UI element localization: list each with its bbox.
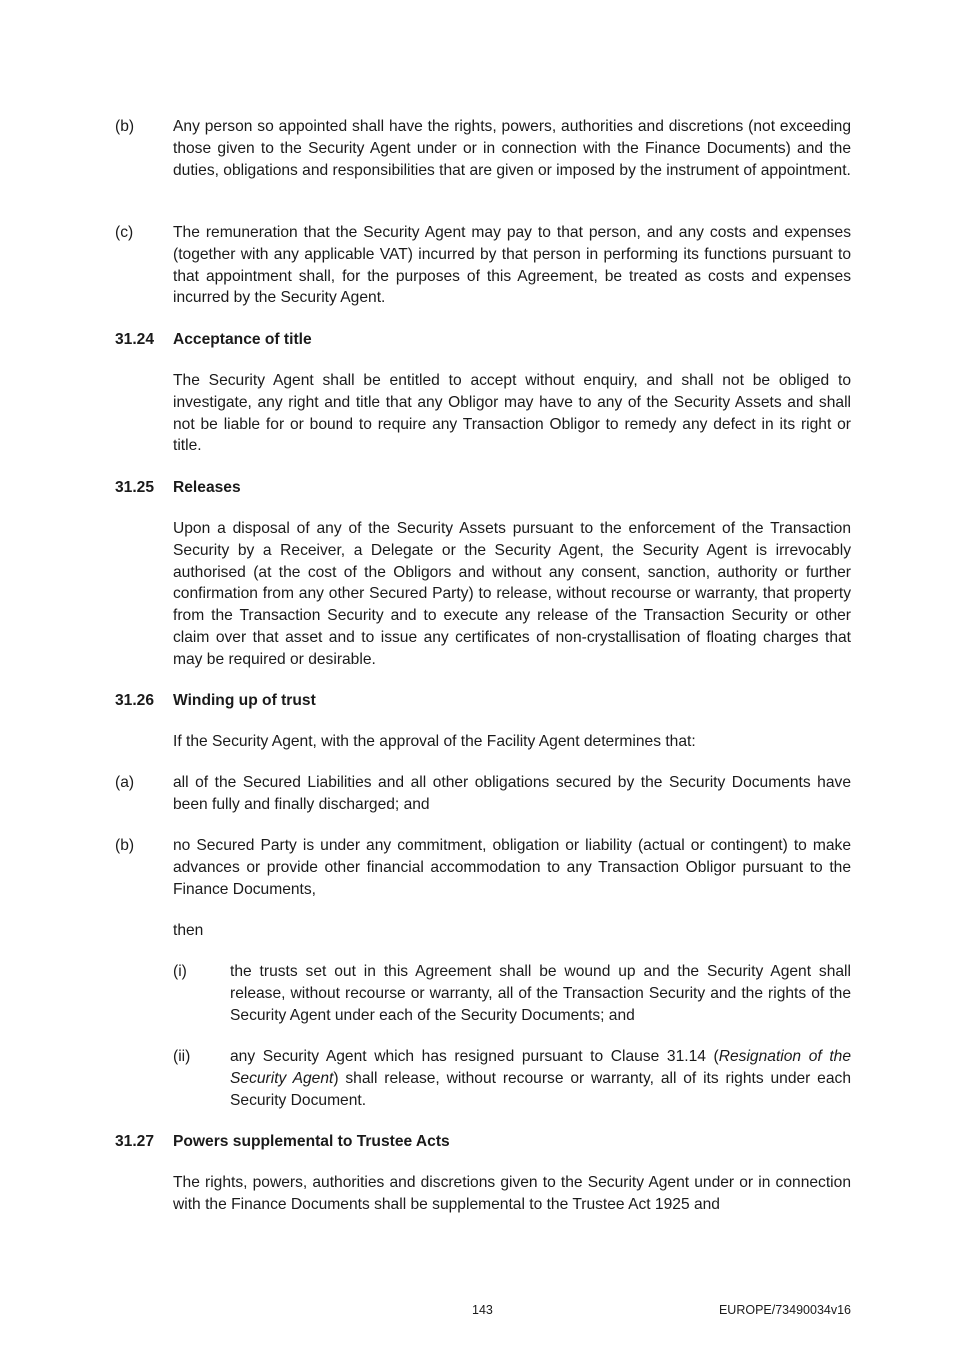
section-title: Releases	[173, 479, 241, 496]
then-text: then	[173, 922, 204, 939]
section-title: Acceptance of title	[173, 331, 312, 348]
section-body: The Security Agent shall be entitled to accept without enquiry, and shall not be obliged to investigate, any right and title that any Obligor may have to any of the Security Assets and shall not be liable for or bound to require any Transaction Obligor to remedy any defect in its right or title.	[173, 372, 851, 455]
section-number: 31.27	[115, 1133, 155, 1150]
item-label: (b)	[115, 118, 135, 135]
item-text: all of the Secured Liabilities and all other obligations secured by the Security Documents have been fully and finally discharged; and	[173, 774, 851, 813]
section-title: Winding up of trust	[173, 692, 316, 709]
page-number: 143	[472, 1303, 493, 1317]
item-text: The remuneration that the Security Agent may pay to that person, and any costs and expenses (together with any applicable VAT) incurred by that person in performing its functions pursuant to that appointment shall, for the purposes of this Agreement, be treated as costs and expenses incurred by the Security Agent.	[173, 224, 851, 307]
subitem-label: (ii)	[173, 1048, 191, 1065]
item-text: no Secured Party is under any commitment, obligation or liability (actual or contingent) to make advances or provide other financial accommodation to any Transaction Obligor pursuant to the Finance Documents,	[173, 837, 851, 898]
subitem-label: (i)	[173, 963, 187, 980]
subitem-text-before: any Security Agent which has resigned pursuant to Clause 31.14 (	[230, 1048, 719, 1065]
section-number: 31.24	[115, 331, 155, 348]
document-reference: EUROPE/73490034v16	[718, 1303, 851, 1317]
subitem-text-after: ) shall release, without recourse or warranty, all of its rights under each Security Document.	[230, 1069, 851, 1109]
item-text: Any person so appointed shall have the rights, powers, authorities and discretions (not exceeding those given to the Security Agent under or in connection with the Finance Documents) and the duties, obligations and responsibilities that are given or imposed by the instrument of appointment.	[173, 118, 851, 179]
section-body: The rights, powers, authorities and discretions given to the Security Agent under or in connection with the Finance Documents shall be supplemental to the Trustee Act 1925 and	[173, 1174, 851, 1213]
item-label: (c)	[115, 224, 134, 241]
clause-reference-italic: Resignation of the Security Agent	[230, 1048, 851, 1087]
section-body: Upon a disposal of any of the Security Assets pursuant to the enforcement of the Transaction Security by a Receiver, a Delegate or the Security Agent, the Security Agent is irrevocably authorised (at the cost of the Obligors and without any consent, sanction, authority or further confirmation from any other Secured Party) to release, without recourse or warranty, that property from the Transaction Security and to execute any release of the Transaction Security or other claim over that asset and to issue any certificates of non-crystallisation of floating charges that may be required or desirable.	[173, 520, 851, 668]
section-number: 31.26	[115, 692, 155, 709]
item-label: (a)	[115, 774, 135, 791]
item-label: (b)	[115, 837, 135, 854]
subitem-text: the trusts set out in this Agreement shall be wound up and the Security Agent shall release, without recourse or warranty, all of the Transaction Security and the rights of the Security Agent under each of the Security Documents; and	[230, 963, 851, 1024]
section-number: 31.25	[115, 479, 155, 496]
section-intro: If the Security Agent, with the approval of the Facility Agent determines that:	[173, 733, 696, 750]
section-title: Powers supplemental to Trustee Acts	[173, 1133, 450, 1150]
subitem-text	[230, 1046, 851, 1111]
